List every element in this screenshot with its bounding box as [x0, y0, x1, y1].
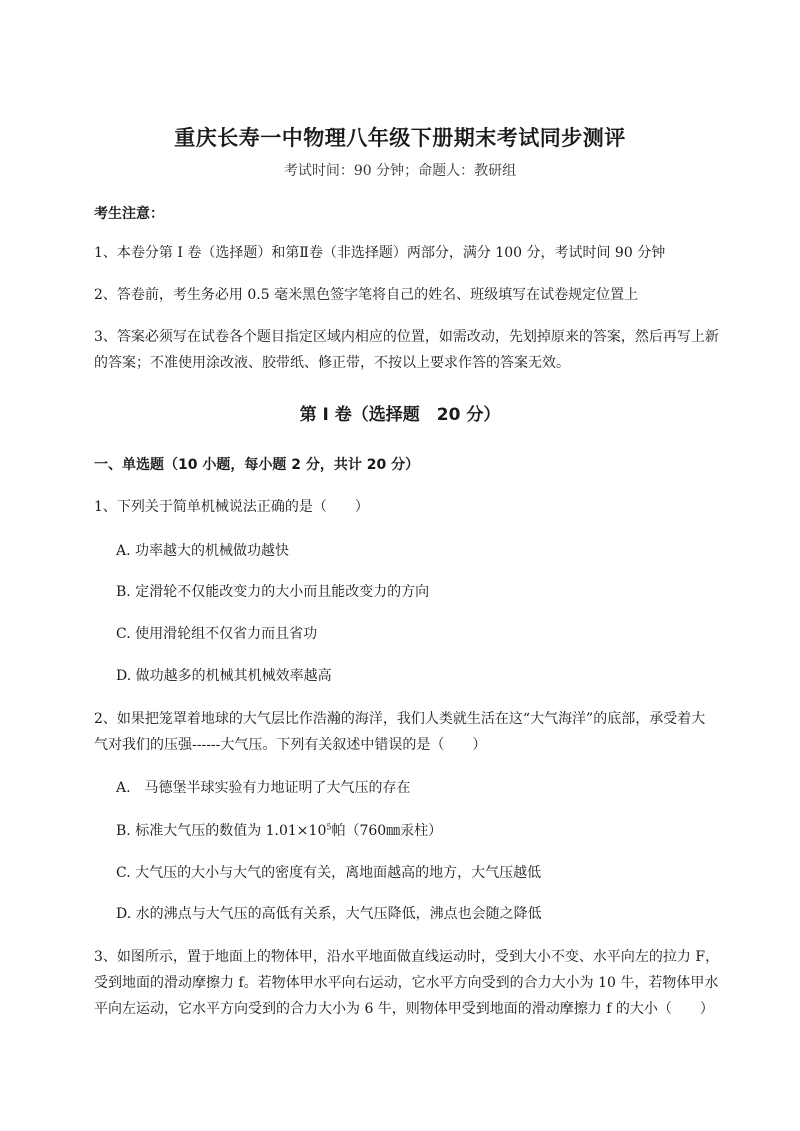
- question-2-option-c: C. 大气压的大小与大气的密度有关，离地面越高的地方，大气压越低: [116, 865, 542, 881]
- section-title: 第 I 卷（选择题 20 分）: [299, 405, 501, 425]
- page-title: 重庆长寿一中物理八年级下册期末考试同步测评: [174, 126, 626, 150]
- question-2-option-b-tail: 帕（760㎜汞柱）: [331, 823, 443, 839]
- question-2-stem-line-2: 气对我们的压强------大气压。下列有关叙述中错误的是（ ）: [94, 737, 487, 753]
- question-1-stem: 1、下列关于简单机械说法正确的是（ ）: [94, 499, 369, 515]
- question-2-option-a: A. 马德堡半球实验有力地证明了大气压的存在: [116, 780, 411, 796]
- question-3-stem-line-1: 3、如图所示，置于地面上的物体甲，沿水平地面做直线运动时，受到大小不变、水平向左的拉力 F，: [94, 949, 720, 965]
- part-heading: 一、单选题（10 小题，每小题 2 分，共计 20 分）: [94, 457, 420, 473]
- question-2-option-b-text: B. 标准大气压的数值为 1.01×10: [116, 823, 327, 839]
- notice-item-1: 1、本卷分第 I 卷（选择题）和第Ⅱ卷（非选择题）两部分，满分 100 分，考试时间 90 分钟: [94, 245, 666, 261]
- notice-heading: 考生注意：: [94, 206, 164, 222]
- question-3-stem-line-2: 受到地面的滑动摩擦力 f。若物体甲水平向右运动，它水平方向受到的合力大小为 10 牛，若物体甲水: [94, 975, 719, 991]
- question-2-option-b: [116, 820, 442, 840]
- question-1-option-b: B. 定滑轮不仅能改变力的大小而且能改变力的方向: [116, 584, 430, 600]
- notice-item-2: 2、答卷前，考生务必用 0.5 毫米黑色签字笔将自己的姓名、班级填写在试卷规定位置上: [94, 287, 639, 303]
- notice-item-3-cont: 的答案；不准使用涂改液、胶带纸、修正带，不按以上要求作答的答案无效。: [94, 355, 570, 371]
- question-2-stem-line-1: 2、如果把笼罩着地球的大气层比作浩瀚的海洋，我们人类就生活在这“大气海洋”的底部，承受着大: [94, 711, 706, 727]
- notice-item-3: 3、答案必须写在试卷各个题目指定区域内相应的位置，如需改动，先划掉原来的答案，然后再写上新: [94, 329, 719, 345]
- question-2-option-d: D. 水的沸点与大气压的高低有关系，大气压降低，沸点也会随之降低: [116, 906, 542, 922]
- question-3-stem-line-3: 平向左运动，它水平方向受到的合力大小为 6 牛，则物体甲受到地面的滑动摩擦力 f 的大小（ ）: [94, 1001, 714, 1017]
- question-1-option-c: C. 使用滑轮组不仅省力而且省功: [116, 626, 318, 642]
- question-2-option-b-exponent: 5: [326, 822, 332, 832]
- page-subtitle: 考试时间：90 分钟；命题人：教研组: [283, 163, 517, 179]
- question-1-option-d: D. 做功越多的机械其机械效率越高: [116, 668, 332, 684]
- question-1-option-a: A. 功率越大的机械做功越快: [116, 543, 290, 559]
